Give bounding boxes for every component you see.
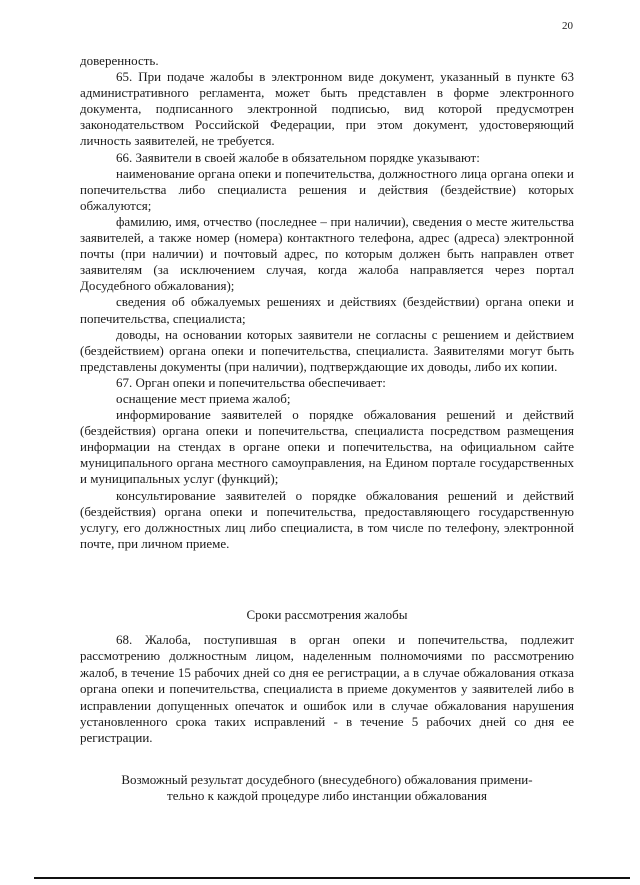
paragraph-66-item-3: сведения об обжалуемых решениях и действиях (бездействии) органа опеки и попечительства, специалиста; [80,294,574,326]
paragraph-67-item-1: оснащение мест приема жалоб; [116,390,291,406]
scan-edge-divider [34,877,630,879]
paragraph-66-item-2: фамилию, имя, отчество (последнее – при наличии), сведения о месте жительства заявителей, а также номер (номера) контактного телефона, адрес (адреса) электронной почты (при наличии) и почтовый адрес, по которым должен быть направлен ответ заявителям (за исключением случая, когда жалоба направляется через портал Досудебного обжалования); [80,213,574,294]
bottom-heading-line-1: Возможный результат досудебного (внесудебного) обжалования примени- [121,772,533,787]
bottom-heading [80,772,574,804]
paragraph-66-item-4: доводы, на основании которых заявители не согласны с решением и действием (бездействием) органа опеки и попечительства, специалиста. Заявителями могут быть представлены документы (при наличии), подтверждающие их доводы, либо их копии. [80,326,574,374]
paragraph-66-item-1: наименование органа опеки и попечительства, должностного лица органа опеки и попечительства либо специалиста решения и действия (бездействие) которых обжалуются; [80,165,574,213]
bottom-heading-line-2: тельно к каждой процедуре либо инстанции обжалования [167,788,487,803]
document-body [80,53,574,552]
paragraph-67-item-2: информирование заявителей о порядке обжалования решений и действий (бездействия) органа опеки и попечительства, специалиста посредством размещения информации на стендах в органе опеки и попечительства, на официальном сайте муниципального органа местного самоуправления, на Едином портале государственных и муниципальных услуг (функций); [80,407,574,487]
paragraph-68: 68. Жалоба, поступившая в орган опеки и попечительства, подлежит рассмотрению должностным лицом, наделенным полномочиями по рассмотрению жалоб, в течение 15 рабочих дней со дня ее регистрации, а в случае обжалования отказа органа опеки и попечительства, специалиста в приеме документов у заявителей либо в исправлении допущенных опечаток и ошибок или в случае обжалования нарушения установленного срока таких исправлений - в течение 5 рабочих дней со дня ее регистрации. [80,632,574,746]
section-title: Сроки рассмотрения жалобы [246,607,408,622]
paragraph-65: 65. При подаче жалобы в электронном виде документ, указанный в пункте 63 административного регламента, может быть представлен в форме электронного документа, подписанного электронной подписью, вид которой предусмотрен законодательством Российской Федерации, при этом документ, удостоверяющий личность заявителей, не требуется. [80,69,574,149]
paragraph-67-item-3: консультирование заявителей о порядке обжалования решений и действий (бездействия) органа опеки и попечительства, предоставляющего государственную услугу, его должностных лиц либо специалиста, в том числе по телефону, электронной почте, при личном приеме. [80,487,574,551]
paragraph-66: 66. Заявители в своей жалобе в обязательном порядке указывают: [116,149,480,165]
paragraph-67: 67. Орган опеки и попечительства обеспечивает: [116,374,386,390]
page-number: 20 [562,20,573,32]
paragraph-continuation: доверенность. [80,53,159,68]
